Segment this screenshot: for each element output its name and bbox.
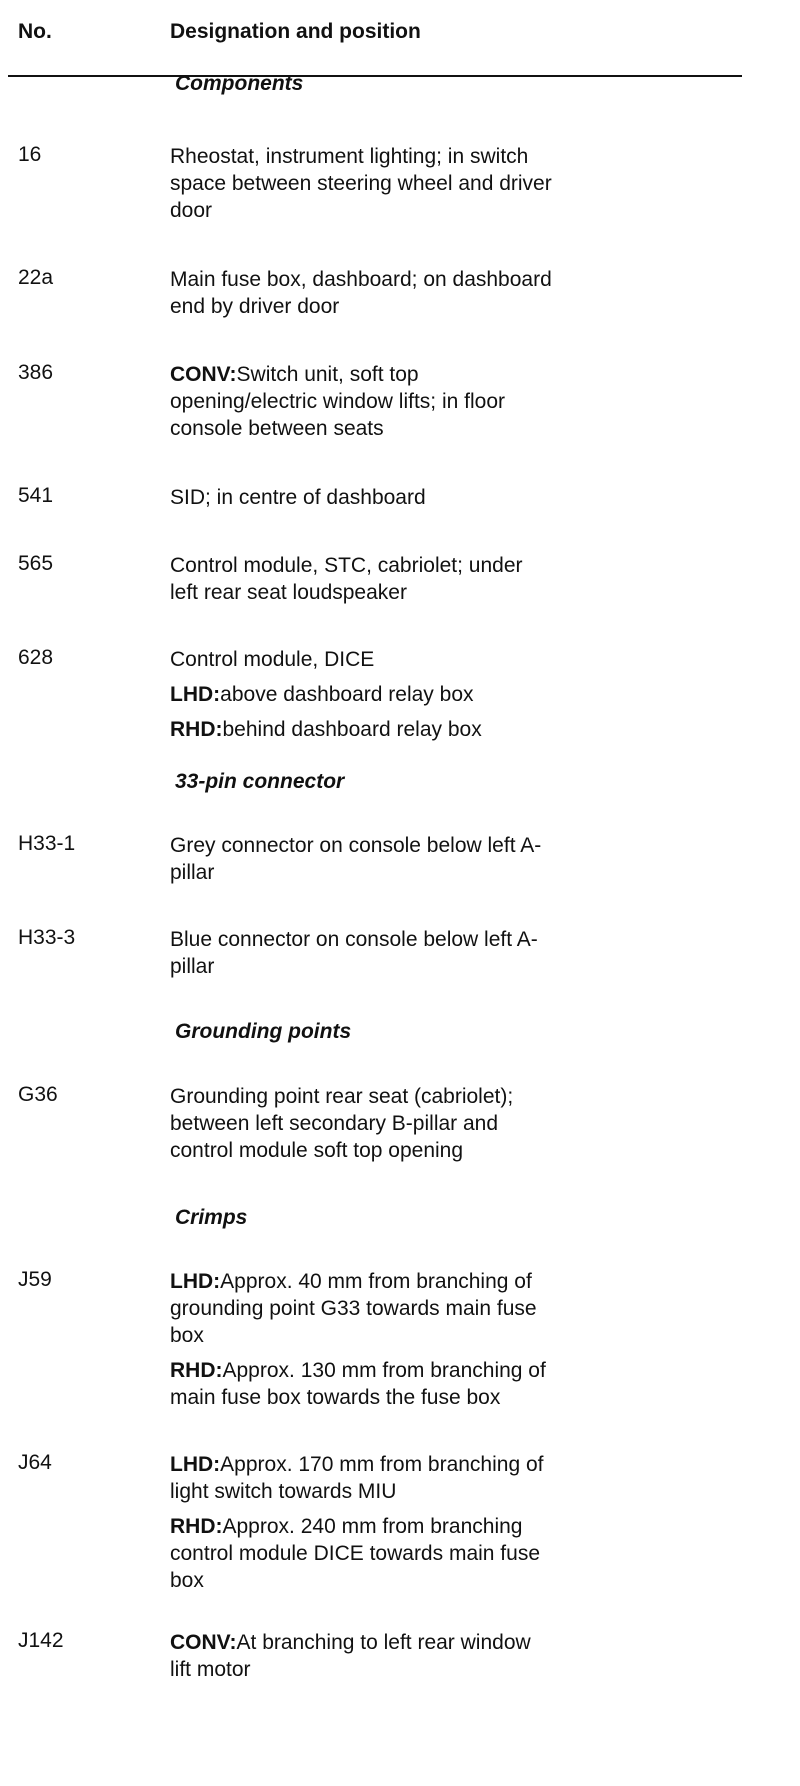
row-designation: LHD:Approx. 170 mm from branching of light switch towards MIU RHD:Approx. 240 mm from branching control module DICE towards main fuse box	[170, 1453, 544, 1592]
row-number: 16	[18, 143, 42, 166]
row-designation: CONV:Switch unit, soft top opening/electric window lifts; in floor console between seats	[170, 363, 505, 440]
row-designation: Control module, DICE LHD:above dashboard relay box RHD:behind dashboard relay box	[170, 648, 482, 741]
row-designation: Blue connector on console below left A- pillar	[170, 928, 538, 978]
row-number: 22a	[18, 266, 54, 289]
header-rule	[8, 75, 742, 77]
row-designation: LHD:Approx. 40 mm from branching of grounding point G33 towards main fuse box RHD:Approx. 130 mm from branching of main fuse box towards the fuse box	[170, 1270, 546, 1409]
column-header-designation: Designation and position	[170, 20, 421, 43]
row-number: H33-3	[18, 926, 76, 949]
row-number: J142	[18, 1629, 64, 1652]
row-number: 386	[18, 361, 54, 384]
row-designation: Control module, STC, cabriolet; under left rear seat loudspeaker	[170, 554, 523, 604]
row-number: J59	[18, 1268, 52, 1291]
row-designation: CONV:At branching to left rear window lift motor	[170, 1631, 531, 1681]
row-number: 541	[18, 484, 54, 507]
row-number: 565	[18, 552, 54, 575]
section-crimps: Crimps	[175, 1206, 248, 1229]
row-designation: Rheostat, instrument lighting; in switch space between steering wheel and driver door	[170, 145, 552, 222]
column-header-no: No.	[18, 20, 52, 43]
row-number: H33-1	[18, 832, 76, 855]
row-designation: Grounding point rear seat (cabriolet); between left secondary B-pillar and control module soft top opening	[170, 1085, 514, 1162]
row-number: G36	[18, 1083, 58, 1106]
row-number: 628	[18, 646, 54, 669]
row-designation: Grey connector on console below left A- pillar	[170, 834, 542, 884]
row-designation: SID; in centre of dashboard	[170, 486, 426, 509]
row-number: J64	[18, 1451, 52, 1474]
section-components: Components	[175, 72, 304, 95]
section-grounding-points: Grounding points	[175, 1020, 352, 1043]
section-33-pin-connector: 33-pin connector	[175, 770, 345, 793]
row-designation: Main fuse box, dashboard; on dashboard end by driver door	[170, 268, 552, 318]
